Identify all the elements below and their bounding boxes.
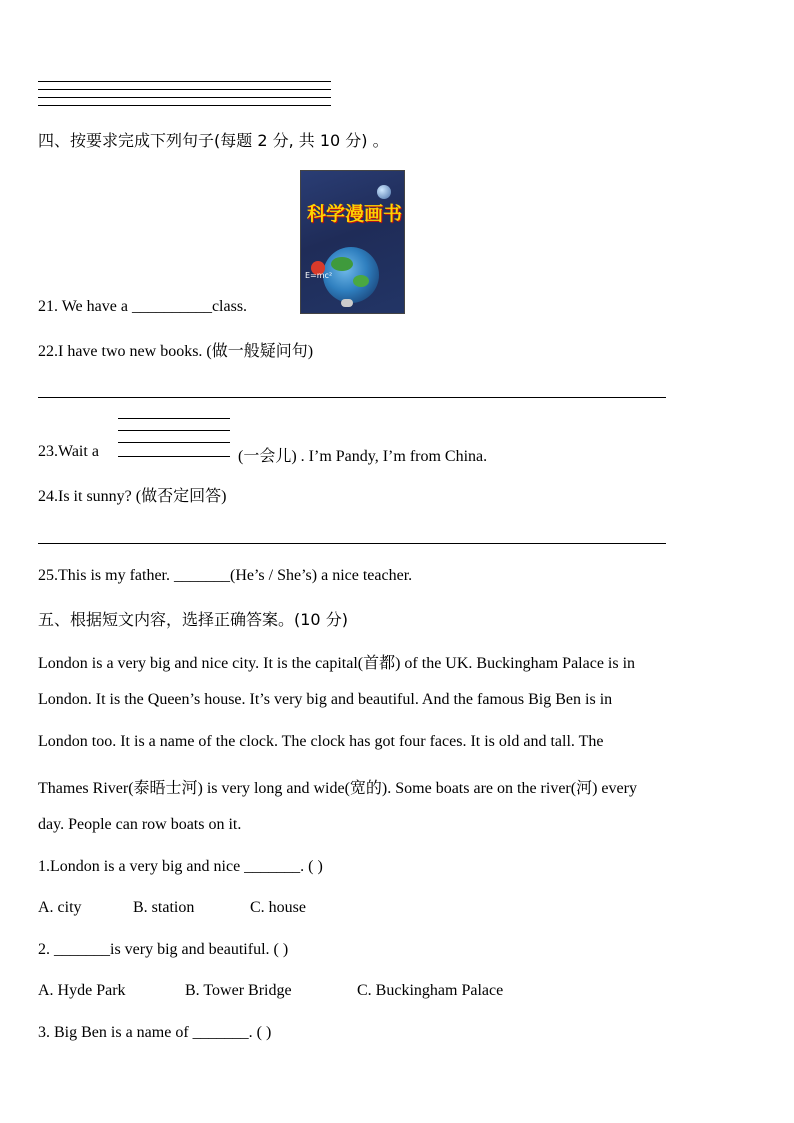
passage-line: Thames River(泰晤士河) is very long and wide(宽的). Some boats are on the river(河) every: [38, 780, 637, 797]
passage-line: London too. It is a name of the clock. The clock has got four faces. It is old and tall. The: [38, 733, 604, 750]
answer-line: [38, 97, 331, 98]
globe-land: [353, 275, 369, 287]
option-c[interactable]: C. house: [250, 899, 306, 916]
answer-line: [38, 105, 331, 106]
answer-line: [38, 89, 331, 90]
question-23-suffix: (一会儿) . I’m Pandy, I’m from China.: [238, 448, 488, 465]
passage-line: London. It is the Queen’s house. It’s very big and beautiful. And the famous Big Ben is in: [38, 691, 613, 708]
globe-land: [331, 257, 353, 271]
question-23-answer-line: [118, 442, 230, 443]
passage-line: London is a very big and nice city. It is the capital(首都) of the UK. Buckingham Palace is in: [38, 655, 636, 672]
option-a[interactable]: A. Hyde Park: [38, 982, 126, 999]
question-24: 24.Is it sunny? (做否定回答): [38, 488, 227, 505]
question-24-answer-line[interactable]: [38, 543, 666, 544]
answer-line: [38, 81, 331, 82]
reading-question-3: 3. Big Ben is a name of _______. ( ): [38, 1024, 272, 1041]
question-25: 25.This is my father. _______(He’s / She’s) a nice teacher.: [38, 567, 413, 584]
question-23-blank[interactable]: [118, 456, 230, 457]
atom-sphere-icon: [377, 185, 391, 199]
question-22-answer-line[interactable]: [38, 397, 666, 398]
option-a[interactable]: A. city: [38, 899, 82, 916]
reading-question-2: 2. _______is very big and beautiful. ( ): [38, 941, 289, 958]
option-c[interactable]: C. Buckingham Palace: [357, 982, 504, 999]
book-formula: E=mc²: [305, 271, 333, 280]
option-b[interactable]: B. station: [133, 899, 195, 916]
passage-line: day. People can row boats on it.: [38, 816, 242, 833]
publisher-logo: [341, 299, 353, 307]
option-b[interactable]: B. Tower Bridge: [185, 982, 292, 999]
question-22: 22.I have two new books. (做一般疑问句): [38, 343, 314, 360]
book-banner: [305, 177, 400, 185]
question-21: [38, 298, 247, 316]
question-21-blank[interactable]: __________: [131, 298, 212, 315]
section-four-heading: 四、按要求完成下列句子(每题 2 分, 共 10 分) 。: [38, 131, 389, 150]
comic-science-book-image: [300, 170, 405, 314]
section-five-heading: 五、根据短文内容，选择正确答案。(10 分): [38, 610, 348, 629]
question-23-answer-line: [118, 418, 230, 419]
question-23-prefix: 23.Wait a: [38, 443, 99, 460]
question-21-suffix: class.: [211, 298, 248, 315]
question-23-answer-line: [118, 430, 230, 431]
reading-question-1: 1.London is a very big and nice _______. ( ): [38, 858, 323, 875]
question-21-prefix: 21. We have a: [38, 298, 128, 315]
book-title: 科学漫画书: [307, 203, 403, 225]
